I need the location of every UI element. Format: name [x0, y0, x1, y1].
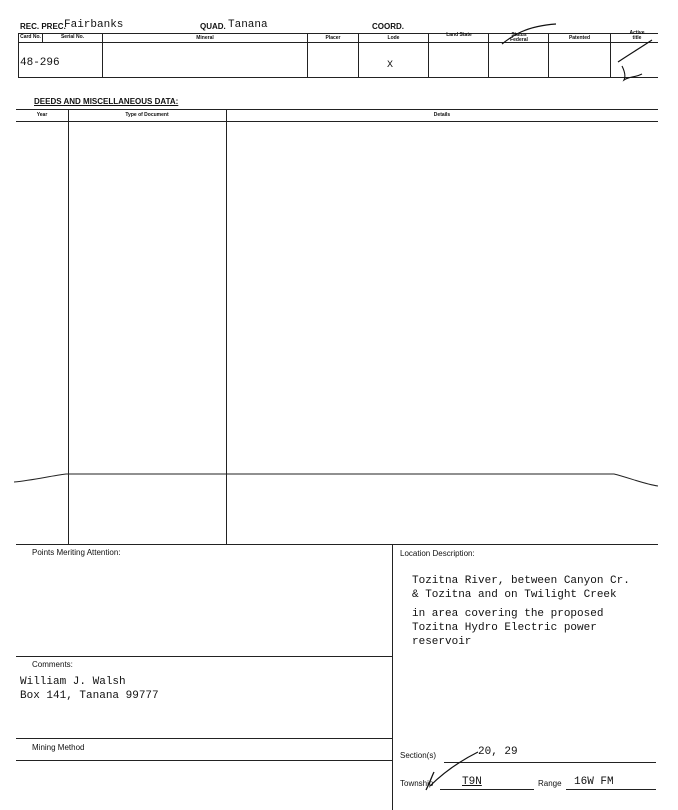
- location-para1-line1: Tozitna River, between Canyon Cr.: [412, 575, 630, 587]
- comments-label: Comments:: [32, 660, 73, 669]
- card-no-value: 48-296: [20, 57, 60, 69]
- rec-prec-value: Fairbanks: [64, 19, 124, 31]
- township-underline: [440, 789, 534, 790]
- rec-prec-label: REC. PREC.: [20, 22, 66, 31]
- header-rule-bottom: [18, 77, 658, 78]
- lower-vrule-center: [392, 544, 393, 810]
- col-lode: Lode: [387, 35, 400, 41]
- header-vrule: [610, 33, 611, 77]
- deeds-col-type: Type of Document: [125, 112, 169, 118]
- col-mineral: Mineral: [196, 35, 214, 41]
- header-rule-mid: [18, 42, 658, 43]
- lower-rule-top: [16, 544, 658, 545]
- location-para1-line2: & Tozitna and on Twilight Creek: [412, 589, 617, 601]
- range-label: Range: [538, 779, 562, 788]
- deeds-vrule-type: [226, 109, 227, 544]
- mining-method-label: Mining Method: [32, 743, 85, 752]
- mining-method-rule: [16, 738, 392, 739]
- mining-method-underline: [16, 760, 392, 761]
- township-label: Township: [400, 779, 434, 788]
- range-underline: [566, 789, 656, 790]
- quad-value: Tanana: [228, 19, 268, 31]
- col-placer: Placer: [325, 35, 341, 41]
- points-meriting-label: Points Meriting Attention:: [32, 548, 121, 557]
- deeds-title: DEEDS AND MISCELLANEOUS DATA:: [34, 97, 179, 106]
- deeds-rule-top: [16, 109, 658, 110]
- location-description-label: Location Description:: [400, 549, 475, 558]
- col-serial-no: Serial No.: [60, 34, 85, 40]
- quad-label: QUAD.: [200, 22, 226, 31]
- col-land-state: Land State: [446, 32, 472, 38]
- comments-line-2: Box 141, Tanana 99777: [20, 690, 159, 702]
- col-patented: Patented: [568, 35, 591, 41]
- lode-mark: X: [387, 60, 394, 71]
- deeds-rule-head: [16, 121, 658, 122]
- sections-value: 20, 29: [478, 746, 518, 758]
- comments-rule: [16, 656, 392, 657]
- coord-label: COORD.: [372, 22, 404, 31]
- deeds-col-details: Details: [433, 112, 451, 118]
- header-vrule: [428, 33, 429, 77]
- col-active-title: Active title: [629, 30, 645, 41]
- col-status-federal: Status Federal: [510, 32, 528, 43]
- deeds-vrule-year: [68, 109, 69, 544]
- col-card-no: Card No.: [20, 34, 41, 40]
- deeds-col-year: Year: [36, 112, 48, 118]
- location-para2-line1: in area covering the proposed: [412, 608, 604, 620]
- fold-line: [14, 466, 660, 496]
- township-value: T9N: [462, 776, 482, 788]
- sections-underline: [444, 762, 656, 763]
- range-value: 16W FM: [574, 776, 614, 788]
- comments-line-1: William J. Walsh: [20, 676, 126, 688]
- sections-label: Section(s): [400, 751, 437, 760]
- location-para2-line3: reservoir: [412, 636, 472, 648]
- header-rule-top: [18, 33, 658, 34]
- handwritten-initials: [612, 36, 656, 86]
- location-para2-line2: Tozitna Hydro Electric power: [412, 622, 597, 634]
- header-vrule: [488, 33, 489, 77]
